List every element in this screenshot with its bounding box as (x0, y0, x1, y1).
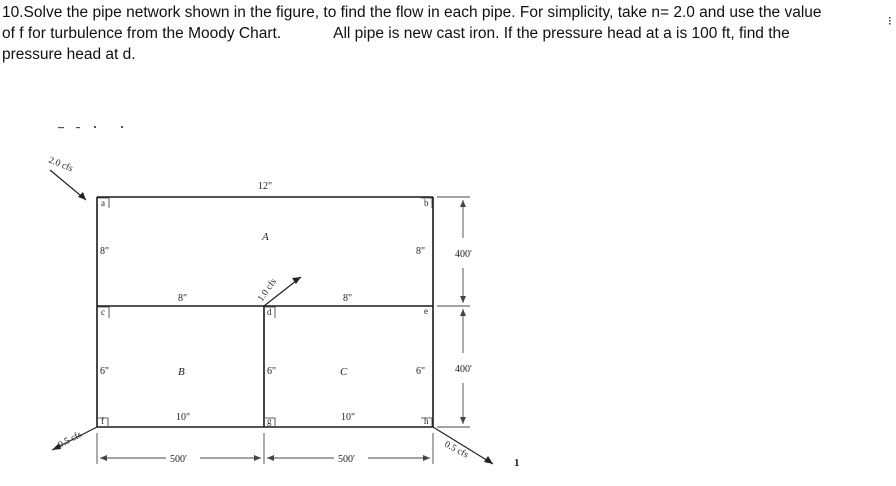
pipe-network-figure (0, 100, 896, 486)
node-e: e (424, 306, 428, 316)
node-b: b (424, 198, 429, 208)
node-g: g (267, 416, 272, 426)
loop-A: A (262, 231, 269, 243)
loop-B: B (178, 366, 185, 378)
diameter-ab: 12" (258, 181, 273, 192)
diameter-fg: 10" (176, 412, 191, 423)
length-eh: 400' (455, 364, 472, 375)
diameter-eh: 6" (416, 366, 426, 377)
node-f: f (101, 416, 104, 426)
diameter-gh: 10" (341, 412, 356, 423)
problem-statement (2, 2, 882, 65)
inflow-arrow (50, 170, 86, 200)
diameter-dg: 6" (267, 366, 277, 377)
length-fg: 500' (170, 454, 187, 465)
inflow-label: 2.0 cfs (46, 155, 75, 175)
problem-line-2-right: All pipe is new cast iron. If the pressure head at a is 100 ft, find the (333, 25, 790, 42)
diameter-cf: 6" (100, 366, 110, 377)
loop-C: C (340, 366, 348, 378)
problem-line-2-left: of f for turbulence from the Moody Chart. (2, 25, 282, 42)
node-h: h (424, 416, 429, 426)
scan-specks (58, 126, 123, 128)
dimension-line-right (437, 197, 470, 427)
diameter-ac: 8" (100, 246, 110, 257)
length-be: 400' (455, 249, 472, 260)
node-a: a (101, 198, 105, 208)
outflow-h-label: 0.5 cfs (442, 439, 470, 461)
diameter-be: 8" (416, 246, 426, 257)
diameter-cd: 8" (178, 293, 188, 304)
scroll-marker (888, 12, 891, 20)
dimension-line-bottom (97, 433, 433, 464)
diameter-de: 8" (343, 293, 353, 304)
length-gh: 500' (338, 454, 355, 465)
problem-line-1: 10.Solve the pipe network shown in the figure, to find the flow in each pipe. For simplicity, take n= 2.0 and use the value (2, 4, 822, 21)
problem-line-3: pressure head at d. (2, 46, 136, 63)
outflow-d-label: 1.0 cfs (256, 277, 279, 304)
corner-mark: 1 (514, 457, 520, 469)
problem-line-2 (2, 23, 882, 44)
node-d: d (267, 307, 272, 317)
outflow-f-label: 0.5 cfs (56, 429, 84, 451)
node-c: c (101, 307, 105, 317)
